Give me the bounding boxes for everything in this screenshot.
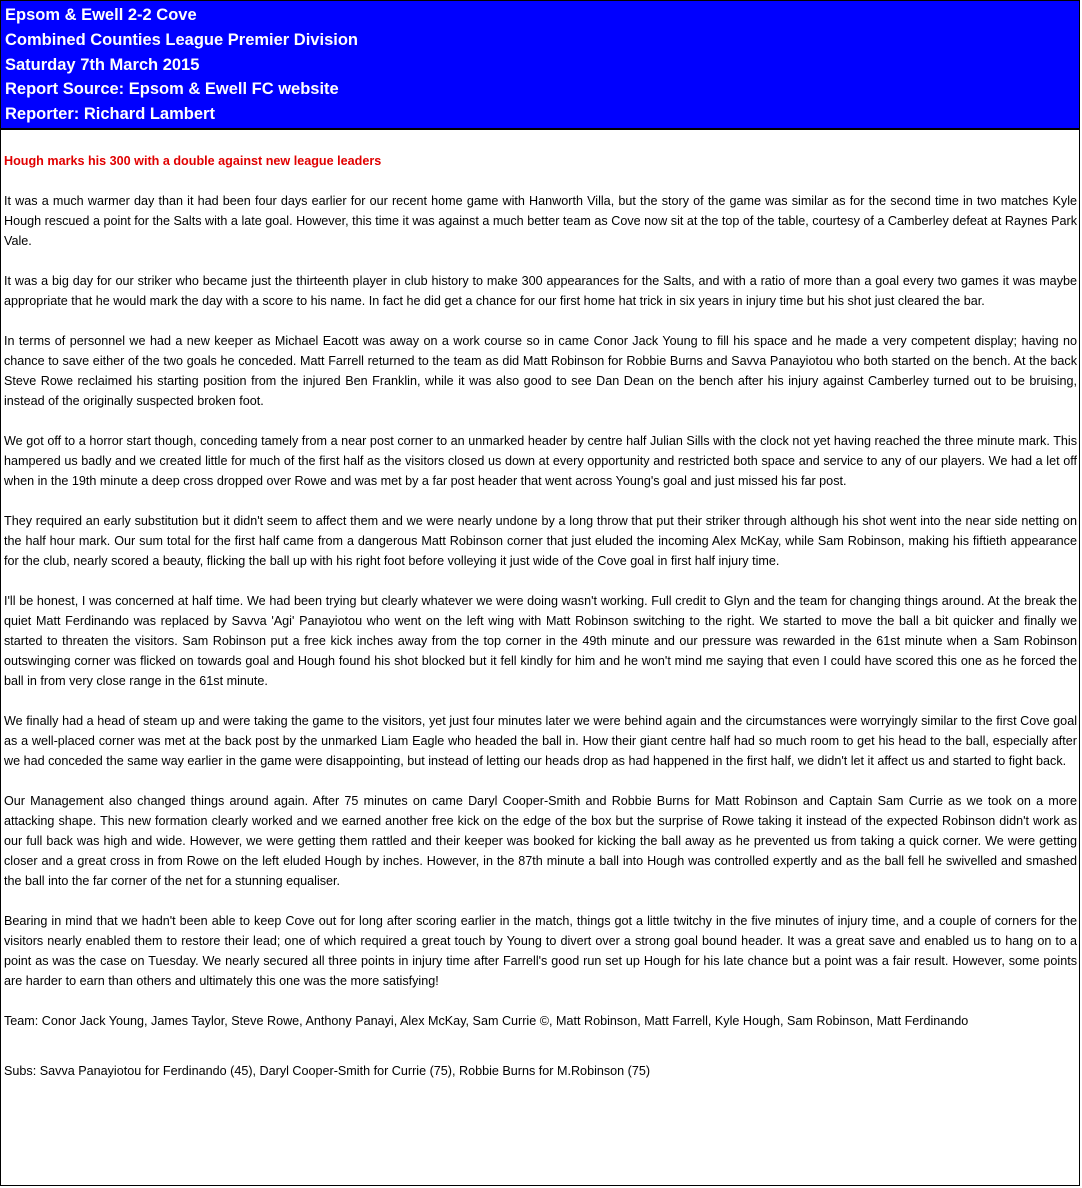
- report-header: [1, 1, 1079, 130]
- report-source: Report Source: Epsom & Ewell FC website: [5, 80, 339, 99]
- report-paragraph: I'll be honest, I was concerned at half time. We had been trying but clearly whatever we were doing wasn't working. Full credit to Glyn and the team for changing things around. At the break the quiet Matt Ferdinando was replaced by Savva 'Agi' Panayiotou who went on the left wing with Matt Robinson switching to the right. We started to move the ball a bit quicker and finally we started to threaten the visitors. Sam Robinson put a free kick inches away from the top corner in the 49th minute and our pressure was rewarded in the 61st minute when a Sam Robinson outswinging corner was flicked on towards goal and Hough found his shot blocked but it fell kindly for him and he won't mind me saying that even I could have scored this one as he forced the ball in from very close range in the 61st minute.: [4, 593, 1077, 688]
- report-headline: Hough marks his 300 with a double against new league leaders: [4, 153, 382, 168]
- report-paragraph: Bearing in mind that we hadn't been able to keep Cove out for long after scoring earlier in the match, things got a little twitchy in the five minutes of injury time, and a couple of corners for the visitors nearly enabled them to restore their lead; one of which required a great touch by Young to divert over a strong goal bound header. It was a great save and enabled us to hang on to a point as was the case on Tuesday. We nearly secured all three points in injury time after Farrell's good run set up Hough for his late chance but a point was a fair result. However, some points are harder to earn than others and ultimately this one was the more satisfying!: [4, 913, 1077, 988]
- competition-name: Combined Counties League Premier Division: [5, 30, 358, 49]
- report-paragraph: In terms of personnel we had a new keeper as Michael Eacott was away on a work course so in came Conor Jack Young to fill his space and he made a very competent display; having no chance to save either of the two goals he conceded. Matt Farrell returned to the team as did Matt Robinson for Robbie Burns and Savva Panayiotou who both started on the bench. At the back Steve Rowe reclaimed his starting position from the injured Ben Franklin, while it was also good to see Dan Dean on the bench after his injury against Camberley turned out to be bruising, instead of the originally suspected broken foot.: [4, 333, 1077, 408]
- report-body: [1, 151, 1079, 1081]
- report-paragraph: It was a big day for our striker who became just the thirteenth player in club history to make 300 appearances for the Salts, and with a ratio of more than a goal every two games it was maybe appropriate that he would mark the day with a score to his name. In fact he did get a chance for our first home hat trick in six years in injury time but his shot just cleared the bar.: [4, 273, 1077, 308]
- reporter-name: Reporter: Richard Lambert: [5, 105, 215, 124]
- report-paragraph: Our Management also changed things around again. After 75 minutes on came Daryl Cooper-Smith and Robbie Burns for Matt Robinson and Captain Sam Currie as we took on a more attacking shape. This new formation clearly worked and we earned another free kick on the edge of the box but the surprise of Rowe taking it instead of the expected Robinson didn't work as our full back was high and wide. However, we were getting them rattled and their keeper was booked for kicking the ball away as he prevented us from taking a quick corner. We were getting closer and a great cross in from Rowe on the left eluded Hough by inches. However, in the 87th minute a ball into Hough was controlled expertly and as the ball fell he swivelled and smashed the ball into the far corner of the net for a stunning equaliser.: [4, 793, 1077, 888]
- match-date: Saturday 7th March 2015: [5, 55, 200, 74]
- substitutes-list: Subs: Savva Panayiotou for Ferdinando (45), Daryl Cooper-Smith for Currie (75), Robbie Burns for M.Robinson (75): [4, 1063, 651, 1078]
- report-paragraph: It was a much warmer day than it had been four days earlier for our recent home game with Hanworth Villa, but the story of the game was similar as for the second time in two matches Kyle Hough rescued a point for the Salts with a late goal. However, this time it was against a much better team as Cove now sit at the top of the table, courtesy of a Camberley defeat at Raynes Park Vale.: [4, 193, 1077, 248]
- match-score-title: Epsom & Ewell 2-2 Cove: [5, 6, 197, 24]
- team-lineup: Team: Conor Jack Young, James Taylor, Steve Rowe, Anthony Panayi, Alex McKay, Sam Currie ©, Matt Robinson, Matt Farrell, Kyle Hough, Sam Robinson, Matt Ferdinando: [4, 1013, 969, 1028]
- report-paragraph: We finally had a head of steam up and were taking the game to the visitors, yet just four minutes later we were behind again and the circumstances were worryingly similar to the first Cove goal as a well-placed corner was met at the back post by the unmarked Liam Eagle who headed the ball in. How their giant centre half had so much room to get his head to the ball, especially after we had conceded the same way earlier in the game were disappointing, but instead of letting our heads drop as had happened in the first half, we didn't let it affect us and started to fight back.: [4, 713, 1077, 768]
- report-paragraph: We got off to a horror start though, conceding tamely from a near post corner to an unmarked header by centre half Julian Sills with the clock not yet having reached the three minute mark. This hampered us badly and we created little for much of the first half as the visitors closed us down at every opportunity and restricted both space and service to any of our players. We had a let off when in the 19th minute a deep cross dropped over Rowe and was met by a far post header that went across Young's goal and just missed his far post.: [4, 433, 1077, 488]
- report-paragraph: They required an early substitution but it didn't seem to affect them and we were nearly undone by a long throw that put their striker through although his shot went into the near side netting on the half hour mark. Our sum total for the first half came from a dangerous Matt Robinson corner that just eluded the incoming Alex McKay, while Sam Robinson, making his fiftieth appearance for the club, nearly scored a beauty, flicking the ball up with his right foot before volleying it just wide of the Cove goal in first half injury time.: [4, 513, 1077, 568]
